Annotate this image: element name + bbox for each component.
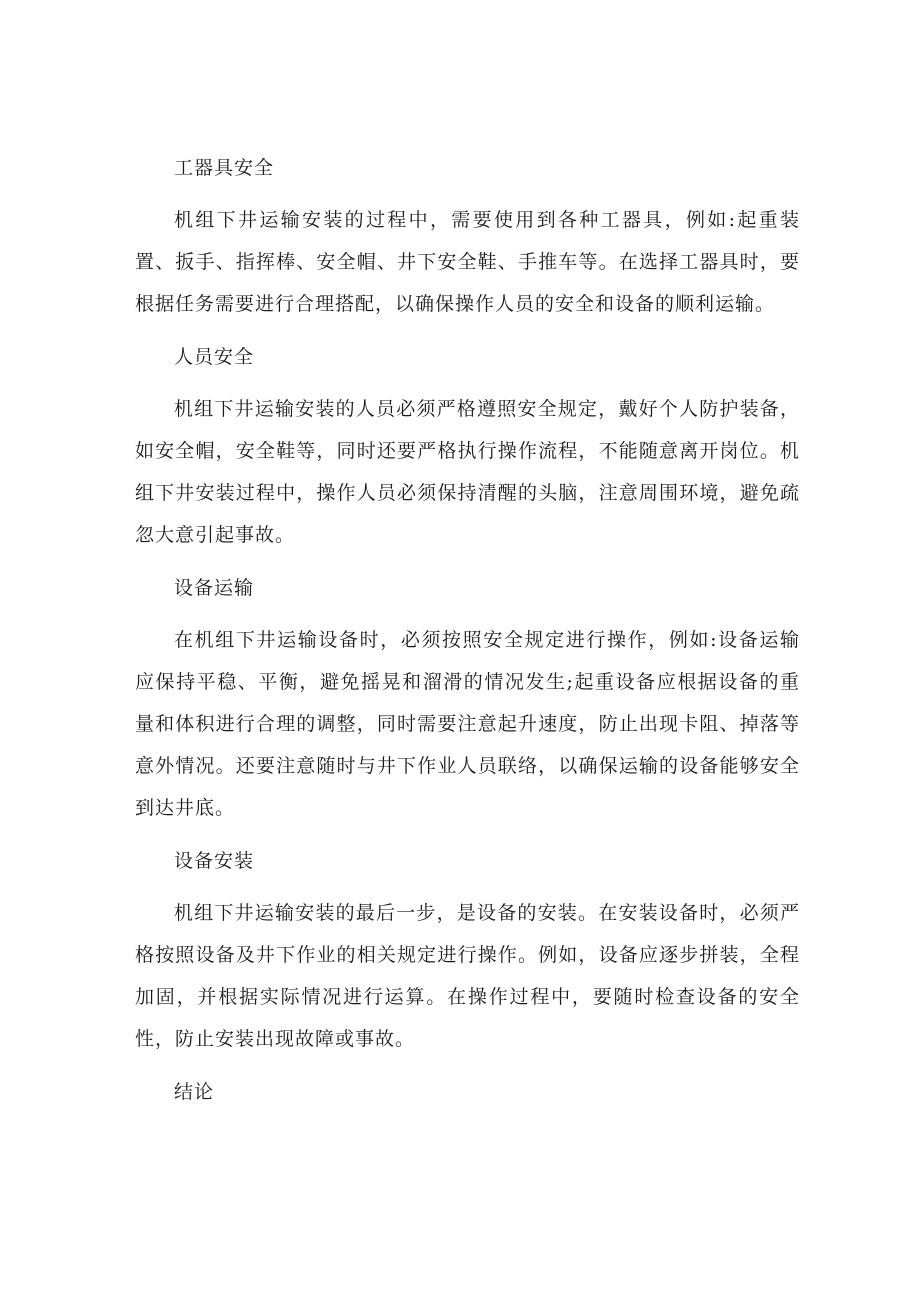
document-page (135, 147, 800, 1113)
section-heading-equipment-transport: 设备运输 (174, 577, 255, 599)
section-heading-personnel-safety: 人员安全 (174, 346, 255, 368)
spacer (135, 189, 800, 199)
spacer (135, 325, 800, 336)
spacer (135, 829, 800, 840)
section-body-equipment-installation: 机组下井运输安装的最后一步，是设备的安装。在安装设备时，必须严格按照设备及井下作业的相关规定进行操作。例如，设备应逐步拼装，全程加固，并根据实际情况进行运算。在操作过程中，要随时检查设备的安全性，防止安装出现故障或事故。 (135, 902, 800, 1050)
spacer (135, 378, 800, 388)
section-body-equipment-transport: 在机组下井运输设备时，必须按照安全规定进行操作，例如:设备运输应保持平稳、平衡，避免摇晃和溜滑的情况发生;起重设备应根据设备的重量和体积进行合理的调整，同时需要注意起升速度，防止出现卡阻、掉落等意外情况。还要注意随时与井下作业人员联络，以确保运输的设备能够安全到达井底。 (135, 629, 800, 819)
section-body-tools-safety: 机组下井运输安装的过程中，需要使用到各种工器具，例如:起重装置、扳手、指挥棒、安全帽、井下安全鞋、手推车等。在选择工器具时，要根据任务需要进行合理搭配，以确保操作人员的安全和设备的顺利运输。 (135, 209, 800, 315)
spacer (135, 556, 800, 567)
section-heading-tools-safety: 工器具安全 (174, 157, 275, 179)
section-heading-conclusion: 结论 (174, 1081, 215, 1103)
section-heading-equipment-installation: 设备安装 (174, 850, 255, 872)
spacer (135, 882, 800, 892)
spacer (135, 609, 800, 619)
spacer (135, 1060, 800, 1071)
section-body-personnel-safety: 机组下井运输安装的人员必须严格遵照安全规定，戴好个人防护装备，如安全帽，安全鞋等，同时还要严格执行操作流程，不能随意离开岗位。机组下井安装过程中，操作人员必须保持清醒的头脑，注意周围环境，避免疏忽大意引起事故。 (135, 398, 800, 546)
